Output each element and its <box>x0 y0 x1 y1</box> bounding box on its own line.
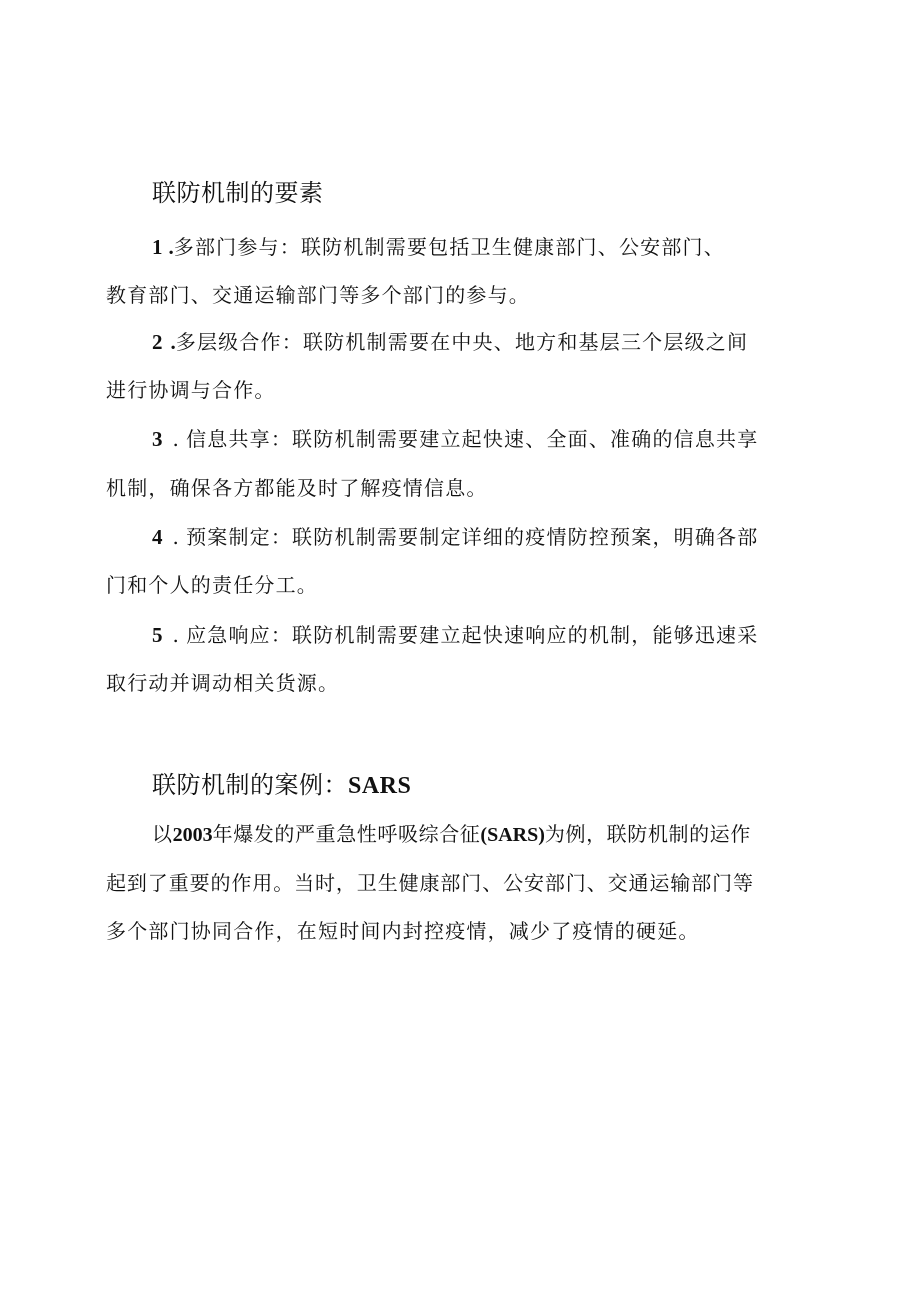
list-item-3-separator: . <box>172 427 181 451</box>
case-abbreviation: (SARS) <box>480 824 545 846</box>
list-item-3-text: 信息共享：联防机制需要建立起快速、全面、准确的信息共享 <box>186 427 759 451</box>
section-heading-case-prefix: 联防机制的案例： <box>152 771 348 799</box>
case-text-b: 年爆发的严重急性呼吸综合征 <box>212 822 481 846</box>
list-item-5-line-1 <box>152 620 758 650</box>
case-paragraph-line-2: 起到了重要的作用。当时，卫生健康部门、公安部门、交通运输部门等 <box>106 871 754 895</box>
section-heading-case <box>152 768 411 803</box>
list-item-4-line-1 <box>152 522 758 552</box>
list-item-3-line-1 <box>152 424 758 454</box>
case-paragraph-line-1 <box>152 819 751 850</box>
list-item-5-separator: . <box>172 623 181 647</box>
list-item-1-text: 多部门参与：联防机制需要包括卫生健康部门、公安部门、 <box>173 235 725 259</box>
list-item-2-line-2: 进行协调与合作。 <box>106 378 276 402</box>
list-item-5-number: 5 <box>152 623 163 647</box>
list-item-5-text: 应急响应：联防机制需要建立起快速响应的机制，能够迅速采 <box>186 623 759 647</box>
case-text-c: 为例，联防机制的运作 <box>544 822 751 846</box>
case-text-a: 以 <box>152 822 173 846</box>
list-item-1-line-2: 教育部门、交通运输部门等多个部门的参与。 <box>106 283 530 307</box>
list-item-2-line-1 <box>152 327 748 357</box>
list-item-2-text: 多层级合作：联防机制需要在中央、地方和基层三个层级之间 <box>175 330 749 354</box>
list-item-4-separator: . <box>172 525 181 549</box>
list-item-3-number: 3 <box>152 427 163 451</box>
list-item-4-number: 4 <box>152 525 163 549</box>
list-item-5-line-2: 取行动并调动相关货源。 <box>106 671 340 695</box>
case-year: 2003 <box>172 824 213 846</box>
list-item-4-line-2: 门和个人的责任分工。 <box>106 573 318 597</box>
list-item-1-separator: . <box>168 235 174 259</box>
section-heading-case-sars: SARS <box>348 773 412 799</box>
list-item-4-text: 预案制定：联防机制需要制定详细的疫情防控预案，明确各部 <box>186 525 759 549</box>
list-item-1-number: 1 <box>152 235 163 259</box>
list-item-1-line-1 <box>152 232 725 262</box>
section-heading-elements: 联防机制的要素 <box>152 179 324 207</box>
list-item-2-separator: . <box>170 330 176 354</box>
case-paragraph-line-3: 多个部门协同合作，在短时间内封控疫情，减少了疫情的硬延。 <box>106 919 700 943</box>
list-item-2-number: 2 <box>152 330 163 354</box>
list-item-3-line-2: 机制，确保各方都能及时了解疫情信息。 <box>106 476 488 500</box>
